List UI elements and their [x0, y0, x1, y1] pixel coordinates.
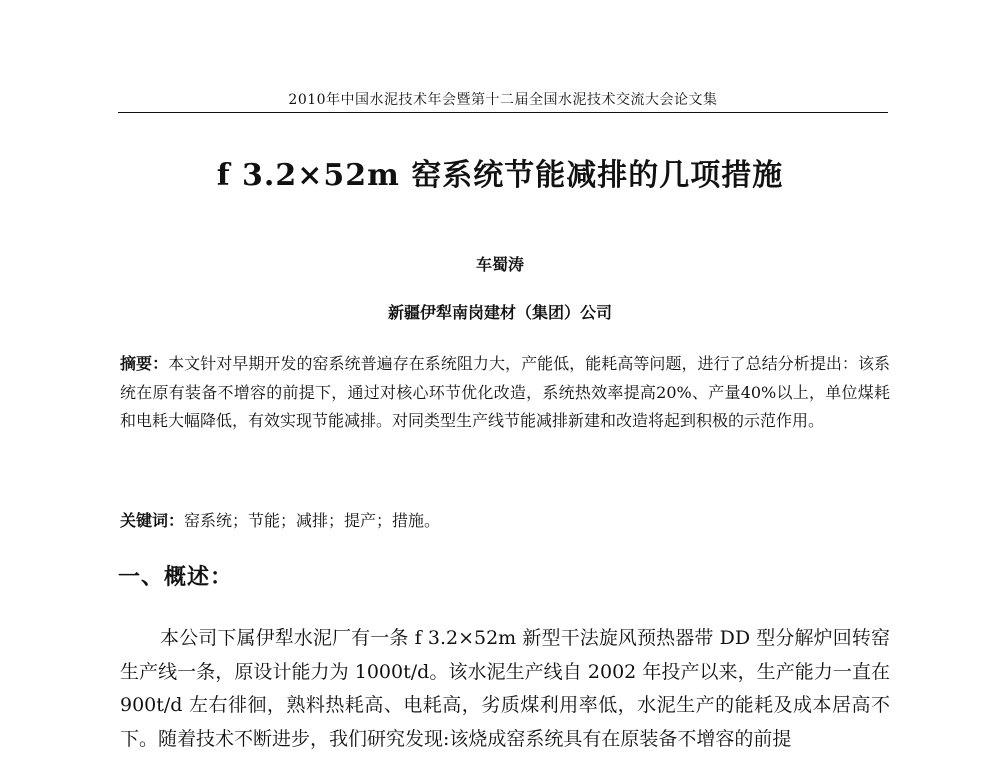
keywords-text: 窑系统；节能；减排；提产；措施。	[184, 511, 441, 530]
running-header: 2010年中国水泥技术年会暨第十二届全国水泥技术交流大会论文集	[288, 92, 718, 108]
abstract-label: 摘要：	[120, 354, 169, 373]
abstract-text: 本文针对早期开发的窑系统普遍存在系统阻力大，产能低，能耗高等问题，进行了总结分析提出：该系统在原有装备不增容的前提下，通过对核心环节优化改造，系统热效率提高20%、产量40%以上，单位煤耗和电耗大幅降低，有效实现节能减排。对同类型生产线节能减排新建和改造将起到积极的示范作用。	[120, 354, 890, 430]
author-affiliation: 新疆伊犁南岗建材（集团）公司	[387, 303, 612, 322]
author-name: 车蜀涛	[475, 255, 524, 274]
header-rule	[118, 112, 888, 113]
keywords-label: 关键词：	[120, 511, 185, 530]
keywords	[120, 508, 890, 531]
abstract	[120, 350, 890, 436]
paper-title: f 3.2×52m 窑系统节能减排的几项措施	[216, 158, 784, 193]
body-paragraph: 本公司下属伊犁水泥厂有一条 f 3.2×52m 新型干法旋风预热器带 DD 型分解炉回转窑生产线一条，原设计能力为 1000t/d。该水泥生产线自 2002 年投产以来，生产能力一直在 900t/d 左右徘徊，熟料热耗高、电耗高，劣质煤利用率低，水泥生产的能耗及成本居高不下。随着技术不断进步，我们研究发现:该烧成窑系统具有在原装备不增容的前提	[120, 627, 890, 750]
section-heading-overview: 一、概述：	[118, 564, 234, 590]
